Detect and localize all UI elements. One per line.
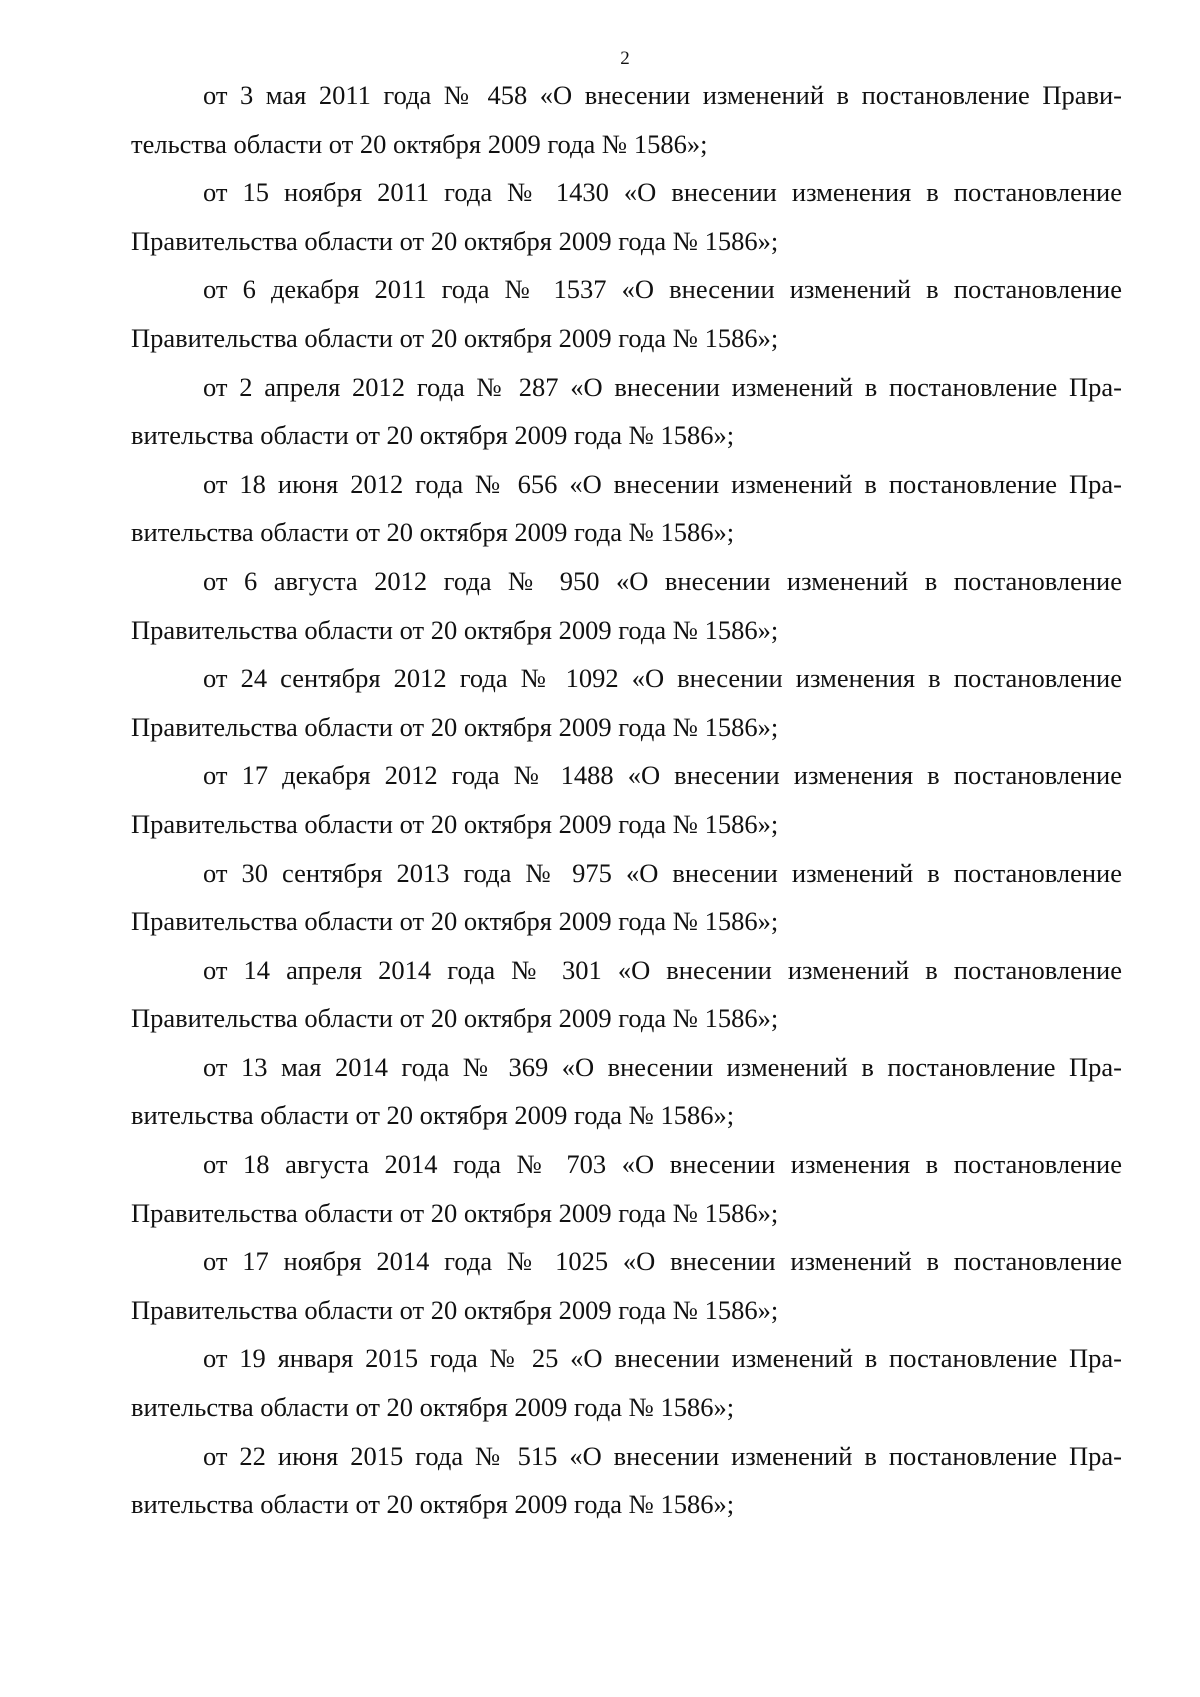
- entry-line: Правительства области от 20 октября 2009 года № 1586»;: [131, 711, 779, 742]
- entry-line: Правительства области от 20 октября 2009 года № 1586»;: [131, 1003, 779, 1034]
- resolution-entry: [131, 751, 1122, 848]
- entry-line: от 30 сентября 2013 года № 975 «О внесении изменений в постановление: [203, 857, 1122, 888]
- resolution-entry: [131, 168, 1122, 265]
- resolution-entry: [131, 265, 1122, 362]
- entry-line: Правительства области от 20 октября 2009 года № 1586»;: [131, 1294, 779, 1325]
- entry-line: от 15 ноября 2011 года № 1430 «О внесении изменения в постановление: [203, 177, 1122, 208]
- entry-line: Правительства области от 20 октября 2009 года № 1586»;: [131, 614, 779, 645]
- entry-line: от 2 апреля 2012 года № 287 «О внесении изменений в постановление Пра-: [203, 371, 1122, 402]
- resolution-entry: [131, 460, 1122, 557]
- resolution-entry: [131, 363, 1122, 460]
- resolution-entry: [131, 557, 1122, 654]
- entry-line: тельства области от 20 октября 2009 года № 1586»;: [131, 128, 708, 159]
- entry-line: от 17 декабря 2012 года № 1488 «О внесении изменения в постановление: [203, 760, 1122, 791]
- entry-line: вительства области от 20 октября 2009 года № 1586»;: [131, 1392, 735, 1423]
- entry-line: Правительства области от 20 октября 2009 года № 1586»;: [131, 1197, 779, 1228]
- resolution-entry: [131, 1043, 1122, 1140]
- entry-line: вительства области от 20 октября 2009 года № 1586»;: [131, 1489, 735, 1520]
- resolution-entry: [131, 71, 1122, 168]
- resolution-entry: [131, 1140, 1122, 1237]
- resolution-entry: [131, 1334, 1122, 1431]
- entry-line: от 14 апреля 2014 года № 301 «О внесении изменений в постановление: [203, 954, 1122, 985]
- resolution-entry: [131, 654, 1122, 751]
- entry-line: от 3 мая 2011 года № 458 «О внесении изменений в постановление Прави-: [203, 80, 1122, 110]
- entry-line: от 17 ноября 2014 года № 1025 «О внесении изменений в постановление: [203, 1246, 1122, 1277]
- entry-line: Правительства области от 20 октября 2009 года № 1586»;: [131, 322, 779, 353]
- resolution-entry: [131, 1237, 1122, 1334]
- entry-line: от 24 сентября 2012 года № 1092 «О внесении изменения в постановление: [203, 663, 1122, 694]
- resolution-entry: [131, 1432, 1122, 1529]
- resolution-list: [131, 71, 1122, 1529]
- entry-line: от 13 мая 2014 года № 369 «О внесении изменений в постановление Пра-: [203, 1051, 1122, 1082]
- entry-line: Правительства области от 20 октября 2009 года № 1586»;: [131, 906, 779, 937]
- page-number: 2: [620, 48, 630, 69]
- resolution-entry: [131, 946, 1122, 1043]
- entry-line: вительства области от 20 октября 2009 года № 1586»;: [131, 517, 735, 548]
- entry-line: от 6 декабря 2011 года № 1537 «О внесении изменений в постановление: [203, 274, 1122, 305]
- resolution-entry: [131, 849, 1122, 946]
- entry-line: от 18 августа 2014 года № 703 «О внесении изменения в постановление: [203, 1149, 1122, 1180]
- entry-line: Правительства области от 20 октября 2009 года № 1586»;: [131, 808, 779, 839]
- entry-line: вительства области от 20 октября 2009 года № 1586»;: [131, 1100, 735, 1131]
- entry-line: от 6 августа 2012 года № 950 «О внесении изменений в постановление: [203, 565, 1122, 596]
- entry-line: от 22 июня 2015 года № 515 «О внесении изменений в постановление Пра-: [203, 1440, 1122, 1471]
- entry-line: вительства области от 20 октября 2009 года № 1586»;: [131, 420, 735, 451]
- entry-line: от 19 января 2015 года № 25 «О внесении изменений в постановление Пра-: [203, 1343, 1122, 1374]
- entry-line: Правительства области от 20 октября 2009 года № 1586»;: [131, 225, 779, 256]
- entry-line: от 18 июня 2012 года № 656 «О внесении изменений в постановление Пра-: [203, 468, 1122, 499]
